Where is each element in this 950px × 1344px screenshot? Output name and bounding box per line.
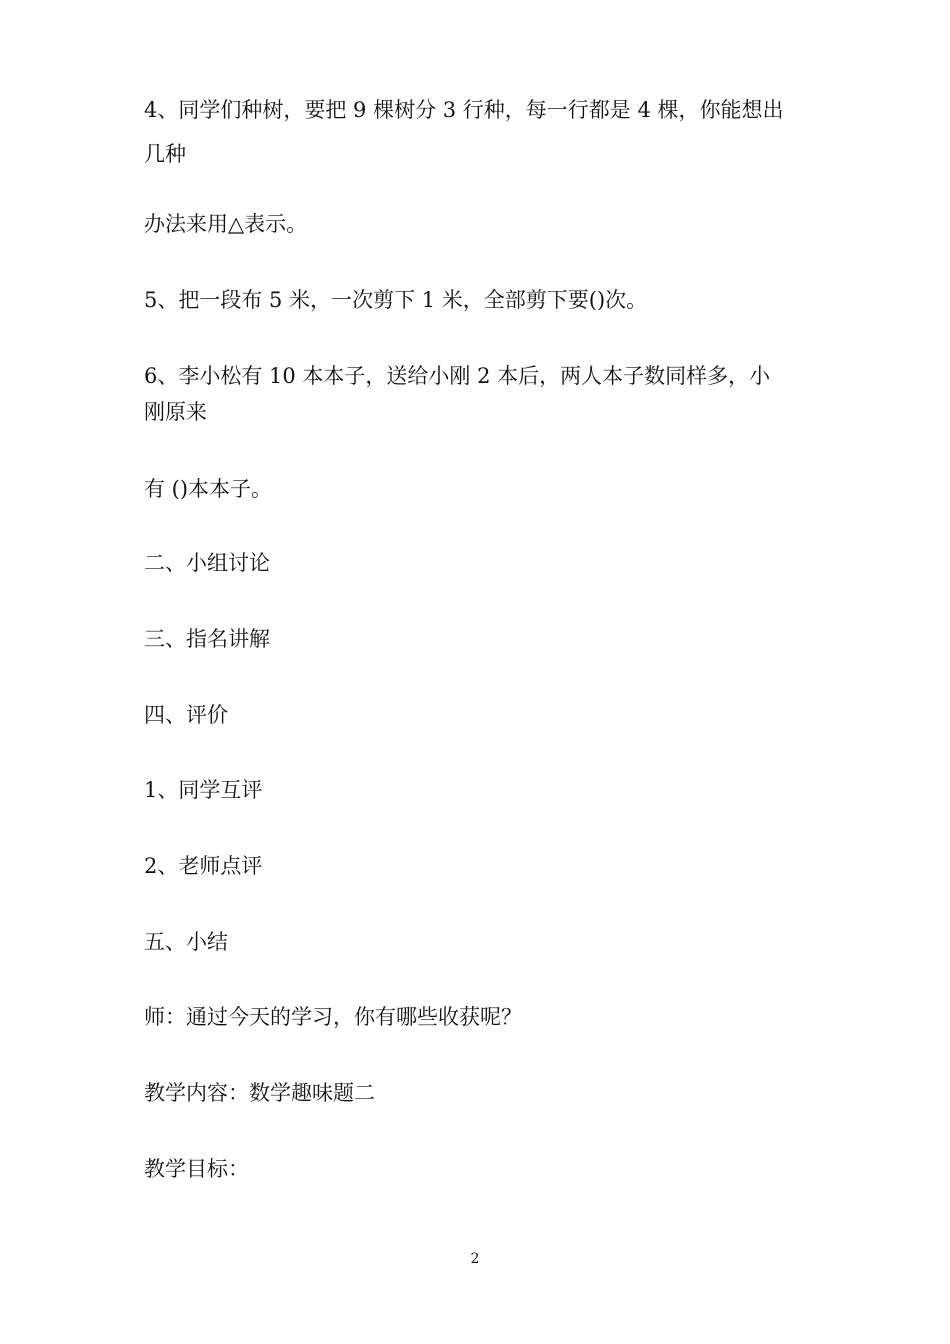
section-heading-discussion: 二、小组讨论 xyxy=(144,551,270,575)
teacher-question: 师：通过今天的学习，你有哪些收获呢？ xyxy=(144,1005,522,1029)
question-6-line-1: 6、李小松有 10 本本子，送给小刚 2 本后，两人本子数同样多，小 xyxy=(144,364,771,388)
evaluation-item-1: 1、同学互评 xyxy=(144,778,263,802)
page-number: 2 xyxy=(470,1251,480,1267)
question-4-line-3: 办法来用△表示。 xyxy=(144,212,308,236)
teaching-objectives: 教学目标： xyxy=(144,1157,249,1181)
question-5: 5、把一段布 5 米，一次剪下 1 米，全部剪下要()次。 xyxy=(144,288,648,312)
question-6-line-2: 刚原来 xyxy=(144,400,207,424)
question-4-line-1: 4、同学们种树，要把 9 棵树分 3 行种，每一行都是 4 棵，你能想出 xyxy=(144,98,784,122)
evaluation-item-2: 2、老师点评 xyxy=(144,854,263,878)
question-4-line-2: 几种 xyxy=(144,142,186,166)
question-6-line-3: 有 ()本本子。 xyxy=(144,477,273,501)
section-heading-evaluation: 四、评价 xyxy=(144,703,228,727)
section-heading-summary: 五、小结 xyxy=(144,930,228,954)
teaching-content: 教学内容：数学趣味题二 xyxy=(144,1081,375,1105)
section-heading-explanation: 三、指名讲解 xyxy=(144,627,270,651)
